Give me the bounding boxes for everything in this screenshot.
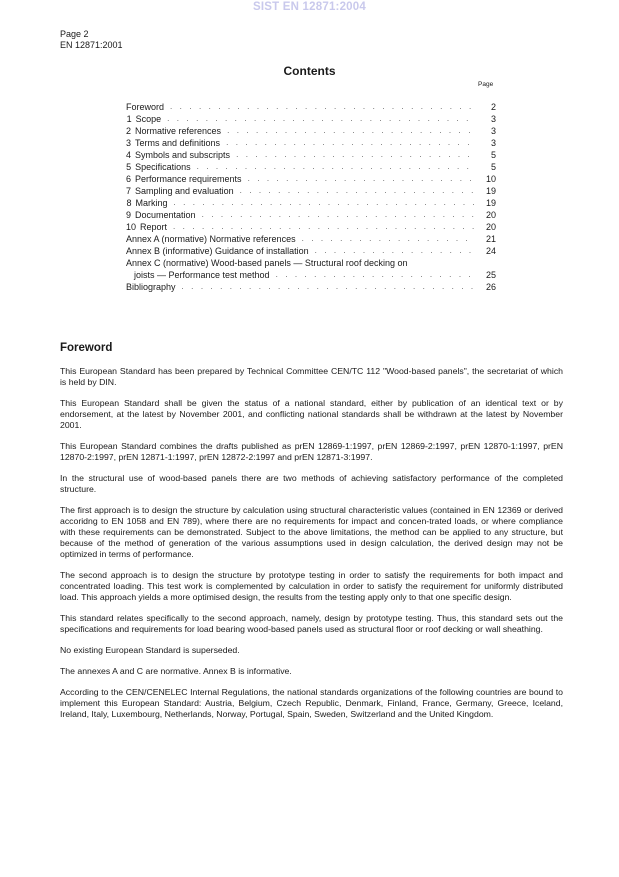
- toc-entry-number: 5: [126, 162, 132, 172]
- watermark: SIST EN 12871:2004: [253, 1, 366, 13]
- toc-entry-page: 26: [485, 282, 496, 292]
- toc-leader-dots: [236, 149, 474, 161]
- toc-entry[interactable]: [126, 173, 496, 185]
- toc-entry[interactable]: [126, 221, 496, 233]
- foreword-heading: Foreword: [60, 342, 113, 354]
- toc-leader-dots: [227, 125, 474, 137]
- toc-leader-dots: [248, 173, 474, 185]
- toc-entry-label: Annex A (normative) Normative references: [126, 234, 296, 244]
- toc-entry-page: 20: [485, 210, 496, 220]
- toc-entry-page: 24: [485, 246, 496, 256]
- toc-entry-page: 19: [485, 198, 496, 208]
- toc-entry-number: 1: [126, 114, 132, 124]
- page-number: Page 2: [60, 29, 89, 39]
- toc-entry-page: 21: [485, 234, 496, 244]
- toc-entry-label: Marking: [135, 198, 168, 208]
- foreword-paragraph: No existing European Standard is superseded.: [60, 645, 240, 655]
- toc-leader-dots: [202, 209, 474, 221]
- toc-entry[interactable]: [126, 125, 496, 137]
- toc-entry[interactable]: [126, 161, 496, 173]
- toc-entry-label: Bibliography: [126, 282, 176, 292]
- foreword-paragraph: This European Standard shall be given the status of a national standard, either by publication of an identical text or by endorsement, at the latest by November 2001, and conflicting national standards shall be withdrawn at the latest by November 2001.: [60, 398, 563, 430]
- foreword-body: [60, 366, 563, 730]
- foreword-paragraph: The second approach is to design the structure by prototype testing in order to satisfy the requirements for both impact and concentrated loading. This test work is complemented by calculation in order to satisfy the requirement for uniformly distributed load. This approach yields a more optimised design, the results from the testing apply only to that one specific design.: [60, 570, 563, 602]
- foreword-paragraph: The first approach is to design the structure by calculation using structural characteristic values (contained in EN 12369 or derived accoridng to EN 1058 and EN 789), where there are no requirements for impact and concen-trated loads, or where compliance with these requirements can be demonstrated. Subject to the above limitations, the method can be applied to any structure, but because of the method of generation of the various assumptions used in design calculation, the derived design may not be optimized in terms of performance.: [60, 505, 563, 559]
- toc-entry[interactable]: [126, 233, 496, 245]
- toc-entry-number: 7: [126, 186, 132, 196]
- toc-entry-page: 20: [485, 222, 496, 232]
- toc-entry-label: Terms and definitions: [135, 138, 221, 148]
- toc-entry-label: Performance requirements: [135, 174, 242, 184]
- page-column-label: Page: [478, 81, 494, 88]
- foreword-paragraph: This standard relates specifically to the second approach, namely, design by prototype testing. Thus, this standard sets out the specifications and requirements for load bearing wood-based panels used as structural floor or roof decking or wall sheathing.: [60, 613, 563, 634]
- toc-entry-number: 6: [126, 174, 132, 184]
- toc-entry-page: 3: [490, 138, 496, 148]
- table-of-contents: [126, 101, 496, 293]
- foreword-paragraph: This European Standard combines the drafts published as prEN 12869-1:1997, prEN 12869-2:1997, prEN 12870-1:1997, prEN 12870-2:1997, prEN 12871-1:1997, prEN 12872-2:1997 and prEN 12871-3:1997.: [60, 441, 563, 462]
- foreword-paragraph: The annexes A and C are normative. Annex B is informative.: [60, 666, 292, 676]
- toc-entry-label: joists — Performance test method: [134, 270, 270, 280]
- foreword-paragraph: According to the CEN/CENELEC Internal Regulations, the national standards organizations of the following countries are bound to implement this European Standard: Austria, Belgium, Czech Republic, Denmark, Finland, France, Germany, Greece, Iceland, Ireland, Italy, Luxembourg, Netherlands, Norway, Portugal, Spain, Sweden, Switzerland and the United Kingdom.: [60, 687, 563, 719]
- toc-entry[interactable]: [126, 185, 496, 197]
- toc-leader-dots: [226, 137, 474, 149]
- toc-entry[interactable]: [126, 269, 496, 281]
- toc-leader-dots: [315, 245, 474, 257]
- toc-entry-label: Annex C (normative) Wood-based panels — Structural roof decking on: [126, 258, 408, 268]
- toc-entry-label: Normative references: [135, 126, 222, 136]
- toc-entry[interactable]: [126, 197, 496, 209]
- toc-leader-dots: [240, 185, 474, 197]
- toc-leader-dots: [182, 281, 474, 293]
- foreword-paragraph: In the structural use of wood-based panels there are two methods of achieving satisfactory performance of the completed structure.: [60, 473, 563, 494]
- toc-entry-label: Report: [140, 222, 168, 232]
- page-header: [60, 29, 123, 51]
- toc-entry-page: 3: [490, 114, 496, 124]
- foreword-paragraph: This European Standard has been prepared by Technical Committee CEN/TC 112 "Wood-based panels", the secretariat of which is held by DIN.: [60, 366, 563, 387]
- toc-leader-dots: [197, 161, 474, 173]
- toc-entry-number: 9: [126, 210, 132, 220]
- toc-entry-number: 2: [126, 126, 132, 136]
- toc-entry[interactable]: [126, 257, 496, 269]
- toc-entry-label: Symbols and subscripts: [135, 150, 231, 160]
- toc-entry-number: 3: [126, 138, 132, 148]
- toc-leader-dots: [174, 197, 474, 209]
- toc-entry-number: 8: [126, 198, 132, 208]
- toc-entry-page: 5: [490, 162, 496, 172]
- toc-leader-dots: [302, 233, 474, 245]
- contents-title: Contents: [283, 64, 336, 78]
- toc-leader-dots: [276, 269, 474, 281]
- toc-entry[interactable]: [126, 137, 496, 149]
- toc-entry-label: Specifications: [135, 162, 191, 172]
- toc-entry-label: Scope: [135, 114, 162, 124]
- toc-entry[interactable]: [126, 281, 496, 293]
- toc-leader-dots: [167, 113, 474, 125]
- toc-entry[interactable]: [126, 113, 496, 125]
- toc-entry-page: 25: [485, 270, 496, 280]
- toc-entry-page: 5: [490, 150, 496, 160]
- toc-entry-page: 19: [485, 186, 496, 196]
- toc-entry-label: Annex B (informative) Guidance of installation: [126, 246, 309, 256]
- toc-entry[interactable]: [126, 209, 496, 221]
- toc-entry[interactable]: [126, 101, 496, 113]
- toc-entry-label: Foreword: [126, 102, 165, 112]
- toc-leader-dots: [173, 221, 474, 233]
- toc-entry-number: 4: [126, 150, 132, 160]
- toc-entry-label: Sampling and evaluation: [135, 186, 234, 196]
- toc-entry-number: 10: [126, 222, 137, 232]
- standard-id: EN 12871:2001: [60, 40, 123, 50]
- toc-entry[interactable]: [126, 149, 496, 161]
- toc-entry-page: 3: [490, 126, 496, 136]
- toc-entry-page: 10: [485, 174, 496, 184]
- toc-entry[interactable]: [126, 245, 496, 257]
- toc-entry-page: 2: [490, 102, 496, 112]
- toc-entry-label: Documentation: [135, 210, 196, 220]
- toc-leader-dots: [170, 101, 474, 113]
